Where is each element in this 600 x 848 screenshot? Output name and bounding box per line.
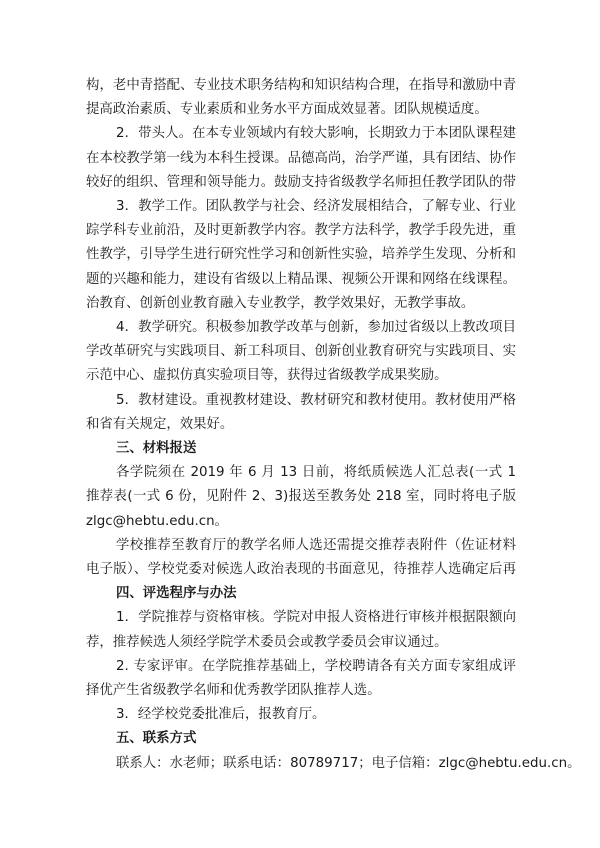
- text-line: 4．教学研究。积极参加教学改革与创新，参加过省级以上教改项目: [116, 320, 516, 335]
- section-heading: 四、评选程序与办法: [116, 586, 237, 602]
- text-line: 推荐表(一式 6 份，见附件 2、3)报送至教务处 218 室，同时将电子版: [86, 489, 516, 505]
- text-line: 和省有关规定，效果好。: [86, 416, 234, 432]
- text-line: 各学院须在 2019 年 6 月 13 日前，将纸质候选人汇总表(一式 1: [116, 465, 516, 481]
- section-heading: 五、联系方式: [116, 731, 197, 747]
- text-line: 治教育、创新创业教育融入专业教学，教学效果好，无教学事故。: [86, 295, 475, 311]
- text-line: 联系人：水老师；联系电话：80789717；电子信箱：zlgc@hebtu.edu.cn。: [116, 755, 581, 771]
- text-line: 在本校教学第一线为本科生授课。品德高尚，治学严谨，具有团结、协作: [86, 150, 516, 166]
- text-line: 5．教材建设。重视教材建设、教材研究和教材使用。教材使用严格: [116, 392, 516, 408]
- section-heading: 三、材料报送: [116, 441, 197, 456]
- text-line: 2. 专家评审。在学院推荐基础上，学校聘请各有关方面专家组成评: [116, 658, 516, 674]
- text-line: 踪学科专业前沿，及时更新教学内容。教学方法科学，教学手段先进，重: [86, 223, 516, 239]
- text-line: 2．带头人。在本专业领域内有较大影响，长期致力于本团队课程建: [116, 126, 516, 142]
- text-line: 学改革研究与实践项目、新工科项目、创新创业教育研究与实践项目、实: [86, 344, 516, 360]
- text-line: 电子版）、学校党委对候选人政治表现的书面意见，待推荐人选确定后再: [86, 562, 516, 577]
- text-line: 学校推荐至教育厅的教学名师人选还需提交推荐表附件（佐证材料: [116, 537, 516, 553]
- text-line: 荐，推荐候选人须经学院学术委员会或教学委员会审议通过。: [86, 634, 448, 650]
- text-line: 1．学院推荐与资格审核。学院对申报人资格进行审核并根据限额向: [116, 610, 516, 626]
- text-line: 题的兴趣和能力，建设有省级以上精品课、视频公开课和网络在线课程。: [86, 271, 516, 287]
- text-line: 性教学，引导学生进行研究性学习和创新性实验，培养学生发现、分析和: [86, 247, 516, 263]
- text-line: 3．教学工作。团队教学与社会、经济发展相结合，了解专业、行业: [116, 199, 516, 214]
- text-line: 提高政治素质、专业素质和业务水平方面成效显著。团队规模适度。: [86, 102, 488, 118]
- text-line: 较好的组织、管理和领导能力。鼓励支持省级教学名师担任教学团队的带: [86, 174, 516, 190]
- text-line: 择优产生省级教学名师和优秀教学团队推荐人选。: [86, 683, 381, 698]
- text-line: 示范中心、虚拟仿真实验项目等，获得过省级教学成果奖励。: [86, 368, 448, 384]
- text-line: 3．经学校党委批准后，报教育厅。: [116, 707, 326, 723]
- text-line: zlgc@hebtu.edu.cn。: [86, 513, 228, 529]
- text-line: 构，老中青搭配、专业技术职务结构和知识结构合理，在指导和激励中青: [86, 78, 516, 93]
